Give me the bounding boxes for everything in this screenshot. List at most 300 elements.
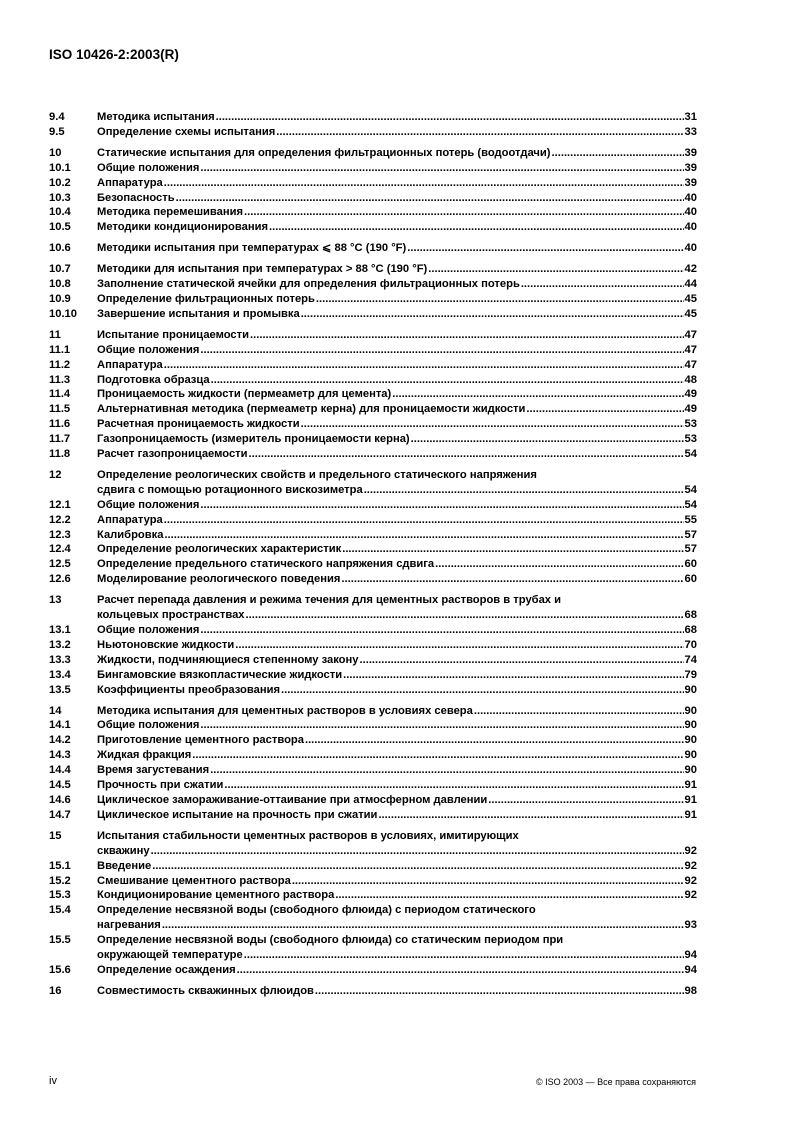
toc-entry[interactable] bbox=[49, 778, 697, 793]
toc-entry[interactable] bbox=[49, 125, 697, 140]
toc-entry-title-line: Определение несвязной воды (свободного флюида) с периодом статического bbox=[97, 904, 536, 917]
dot-leader bbox=[521, 277, 684, 292]
dot-leader bbox=[342, 542, 683, 557]
toc-entry-leader-line bbox=[97, 358, 697, 373]
toc-entry-title: Аппаратура bbox=[97, 513, 163, 526]
toc-entry-page: 47 bbox=[684, 328, 697, 341]
toc-entry[interactable] bbox=[49, 793, 697, 808]
toc-entry-body bbox=[97, 161, 697, 176]
toc-entry-page: 40 bbox=[684, 206, 697, 219]
toc-entry-title-line: Определение несвязной воды (свободного флюида) со статическим периодом при bbox=[97, 934, 564, 947]
dot-leader bbox=[249, 447, 684, 462]
toc-entry[interactable] bbox=[49, 373, 697, 388]
toc-entry-number: 14 bbox=[49, 704, 62, 717]
dot-leader bbox=[316, 292, 684, 307]
toc-entry-page: 92 bbox=[684, 889, 697, 902]
toc-entry-leader-line bbox=[97, 417, 697, 432]
toc-entry-number: 10 bbox=[49, 146, 62, 159]
dot-leader bbox=[244, 948, 684, 963]
toc-entry-title: сдвига с помощью ротационного вискозиметра bbox=[97, 483, 363, 496]
dot-leader bbox=[281, 683, 684, 698]
toc-entry[interactable] bbox=[49, 110, 697, 125]
toc-entry-page: 68 bbox=[684, 624, 697, 636]
toc-entry-leader-line bbox=[97, 793, 697, 808]
dot-leader bbox=[152, 859, 683, 874]
toc-entry-leader-line bbox=[97, 432, 697, 447]
toc-entry[interactable] bbox=[49, 417, 697, 432]
toc-entry-page: 79 bbox=[684, 668, 697, 681]
toc-entry-leader-line bbox=[97, 241, 697, 256]
toc-entry-body bbox=[97, 262, 697, 277]
table-of-contents bbox=[49, 110, 697, 999]
toc-entry[interactable] bbox=[49, 220, 697, 235]
toc-entry[interactable] bbox=[49, 528, 697, 543]
dot-leader bbox=[526, 402, 683, 417]
toc-entry-number: 13.5 bbox=[49, 683, 71, 696]
dot-leader bbox=[200, 343, 683, 358]
toc-entry-page: 94 bbox=[684, 963, 697, 976]
toc-entry-title: Общие положения bbox=[97, 498, 200, 511]
toc-entry[interactable] bbox=[49, 447, 697, 462]
toc-entry[interactable] bbox=[49, 808, 697, 823]
toc-entry-leader-line bbox=[97, 513, 697, 528]
toc-entry-title: нагревания bbox=[97, 919, 161, 932]
toc-entry-body bbox=[97, 292, 697, 307]
toc-entry-title: Методика испытания bbox=[97, 111, 215, 123]
toc-entry-title: Циклическое замораживание-оттаивание при атмосферном давлении bbox=[97, 793, 488, 806]
toc-entry-page: 90 bbox=[684, 683, 697, 696]
dot-leader bbox=[200, 161, 683, 176]
toc-entry-page: 54 bbox=[684, 483, 697, 496]
toc-entry-leader-line bbox=[97, 668, 697, 683]
toc-entry[interactable] bbox=[49, 468, 697, 498]
toc-entry-title: Жидкая фракция bbox=[97, 749, 192, 762]
toc-entry-number: 9.5 bbox=[49, 125, 65, 138]
toc-entry-page: 90 bbox=[684, 749, 697, 762]
toc-entry-body bbox=[97, 683, 697, 698]
toc-entry-title: Совместимость скважинных флюидов bbox=[97, 984, 314, 997]
toc-entry[interactable] bbox=[49, 718, 697, 733]
dot-leader bbox=[343, 668, 683, 683]
toc-entry-page: 48 bbox=[684, 373, 697, 386]
toc-entry-body bbox=[97, 829, 697, 859]
toc-entry-page: 45 bbox=[684, 307, 697, 320]
dot-leader bbox=[164, 176, 684, 191]
toc-entry-body bbox=[97, 432, 697, 447]
toc-entry-page: 92 bbox=[684, 844, 697, 857]
dot-leader bbox=[200, 718, 683, 733]
toc-entry[interactable] bbox=[49, 542, 697, 557]
toc-entry-body bbox=[97, 593, 697, 623]
toc-entry-body bbox=[97, 542, 697, 557]
toc-entry-body bbox=[97, 220, 697, 235]
toc-entry-leader-line bbox=[97, 387, 697, 402]
toc-entry-number: 11.7 bbox=[49, 433, 71, 446]
toc-entry-page: 54 bbox=[684, 498, 697, 511]
toc-entry[interactable] bbox=[49, 593, 697, 623]
toc-entry-page: 98 bbox=[684, 984, 697, 997]
toc-entry[interactable] bbox=[49, 903, 697, 933]
toc-entry[interactable] bbox=[49, 653, 697, 668]
toc-entry-body bbox=[97, 668, 697, 683]
toc-entry-page: 90 bbox=[684, 719, 697, 732]
toc-entry-number: 14.7 bbox=[49, 808, 71, 821]
dot-leader bbox=[292, 874, 684, 889]
toc-entry[interactable] bbox=[49, 161, 697, 176]
toc-entry-body bbox=[97, 778, 697, 793]
toc-entry[interactable] bbox=[49, 241, 697, 256]
dot-leader bbox=[301, 417, 684, 432]
toc-entry[interactable] bbox=[49, 557, 697, 572]
toc-entry-leader-line bbox=[97, 844, 697, 859]
toc-entry-leader-line bbox=[97, 623, 697, 638]
toc-entry-page: 39 bbox=[684, 161, 697, 174]
toc-entry-number: 12.1 bbox=[49, 498, 71, 511]
toc-entry[interactable] bbox=[49, 683, 697, 698]
dot-leader bbox=[192, 748, 683, 763]
toc-entry-leader-line bbox=[97, 748, 697, 763]
toc-entry-title: Общие положения bbox=[97, 343, 200, 356]
toc-entry-page: 92 bbox=[684, 859, 697, 872]
toc-entry-page: 90 bbox=[684, 734, 697, 747]
dot-leader bbox=[276, 125, 683, 140]
toc-entry-title: Общие положения bbox=[97, 719, 200, 732]
toc-entry-leader-line bbox=[97, 859, 697, 874]
toc-entry-number: 11.1 bbox=[49, 343, 71, 356]
toc-entry-title: Общие положения bbox=[97, 624, 200, 636]
toc-entry-leader-line bbox=[97, 373, 697, 388]
toc-entry-title: Определение фильтрационных потерь bbox=[97, 292, 315, 305]
toc-entry-number: 13 bbox=[49, 594, 62, 607]
dot-leader bbox=[235, 638, 683, 653]
toc-entry-leader-line bbox=[97, 483, 697, 498]
toc-entry-title: Испытание проницаемости bbox=[97, 328, 250, 341]
toc-entry-body bbox=[97, 903, 697, 933]
toc-entry-title: Ньютоновские жидкости bbox=[97, 638, 235, 651]
toc-entry-number: 10.7 bbox=[49, 263, 71, 276]
toc-entry-leader-line bbox=[97, 984, 697, 999]
toc-entry-title: Определение осаждения bbox=[97, 963, 236, 976]
toc-entry-leader-line bbox=[97, 528, 697, 543]
toc-entry[interactable] bbox=[49, 176, 697, 191]
toc-entry-body bbox=[97, 447, 697, 462]
toc-entry-page: 91 bbox=[684, 808, 697, 821]
dot-leader bbox=[210, 763, 683, 778]
toc-entry-page: 49 bbox=[684, 403, 697, 416]
toc-entry-title: Подготовка образца bbox=[97, 373, 210, 386]
toc-entry-page: 47 bbox=[684, 343, 697, 356]
toc-entry-leader-line bbox=[97, 918, 697, 933]
toc-entry-number: 10.9 bbox=[49, 292, 71, 305]
toc-entry-leader-line bbox=[97, 110, 697, 125]
toc-entry-number: 10.1 bbox=[49, 161, 71, 174]
toc-entry-number: 15.5 bbox=[49, 934, 71, 947]
toc-entry-title: Кондиционирование цементного раствора bbox=[97, 889, 335, 902]
toc-entry-number: 11 bbox=[49, 328, 61, 341]
toc-entry-page: 53 bbox=[684, 433, 697, 446]
toc-entry-leader-line bbox=[97, 683, 697, 698]
toc-entry-number: 12.3 bbox=[49, 528, 71, 541]
toc-entry-number: 11.4 bbox=[49, 388, 71, 401]
toc-entry-number: 14.5 bbox=[49, 779, 71, 792]
toc-entry-title-line: Испытания стабильности цементных растворов в условиях, имитирующих bbox=[97, 829, 519, 842]
toc-entry[interactable] bbox=[49, 704, 697, 719]
dot-leader bbox=[435, 557, 683, 572]
toc-entry[interactable] bbox=[49, 888, 697, 903]
toc-entry-body bbox=[97, 528, 697, 543]
toc-entry-title: Методики испытания при температурах ⩽ 88 °C (190 °F) bbox=[97, 242, 407, 255]
toc-entry-leader-line bbox=[97, 572, 697, 587]
toc-entry-title: Бингамовские вязкопластические жидкости bbox=[97, 668, 343, 681]
toc-entry-body bbox=[97, 808, 697, 823]
dot-leader bbox=[164, 358, 684, 373]
toc-entry-body bbox=[97, 373, 697, 388]
toc-entry[interactable] bbox=[49, 358, 697, 373]
toc-entry-title: Газопроницаемость (измеритель проницаемости керна) bbox=[97, 433, 410, 446]
toc-entry-page: 93 bbox=[684, 919, 697, 932]
toc-entry-page: 49 bbox=[684, 388, 697, 401]
toc-entry-body bbox=[97, 110, 697, 125]
toc-entry[interactable] bbox=[49, 859, 697, 874]
toc-entry-leader-line bbox=[97, 704, 697, 719]
toc-entry-body bbox=[97, 513, 697, 528]
toc-entry[interactable] bbox=[49, 763, 697, 778]
toc-entry-number: 10.4 bbox=[49, 206, 71, 219]
toc-entry-number: 12.4 bbox=[49, 543, 71, 556]
toc-entry-leader-line bbox=[97, 161, 697, 176]
toc-entry-number: 15.1 bbox=[49, 859, 71, 872]
toc-entry-number: 10.5 bbox=[49, 221, 71, 234]
toc-entry[interactable] bbox=[49, 572, 697, 587]
toc-entry-body bbox=[97, 793, 697, 808]
toc-entry-number: 13.2 bbox=[49, 638, 71, 651]
toc-entry-page: 90 bbox=[684, 704, 697, 717]
dot-leader bbox=[315, 984, 684, 999]
toc-entry[interactable] bbox=[49, 874, 697, 889]
toc-entry-leader-line bbox=[97, 277, 697, 292]
dot-leader bbox=[216, 110, 684, 125]
toc-entry[interactable] bbox=[49, 343, 697, 358]
dot-leader bbox=[244, 205, 684, 220]
toc-entry-page: 55 bbox=[684, 513, 697, 526]
toc-entry-title: Альтернативная методика (пермеаметр керна) для проницаемости жидкости bbox=[97, 403, 526, 416]
toc-entry[interactable] bbox=[49, 292, 697, 307]
toc-entry-body bbox=[97, 557, 697, 572]
toc-entry-leader-line bbox=[97, 328, 697, 343]
toc-entry[interactable] bbox=[49, 146, 697, 161]
toc-entry-number: 11.2 bbox=[49, 358, 71, 371]
toc-entry[interactable] bbox=[49, 498, 697, 513]
toc-entry-leader-line bbox=[97, 763, 697, 778]
toc-entry-title: кольцевых пространствах bbox=[97, 609, 245, 622]
toc-entry-number: 10.10 bbox=[49, 307, 77, 320]
dot-leader bbox=[224, 778, 683, 793]
toc-entry[interactable] bbox=[49, 748, 697, 763]
dot-leader bbox=[411, 432, 684, 447]
toc-entry-title: Приготовление цементного раствора bbox=[97, 734, 304, 747]
toc-entry-number: 16 bbox=[49, 984, 62, 997]
document-code: ISO 10426-2:2003(R) bbox=[49, 47, 179, 62]
toc-entry-leader-line bbox=[97, 608, 697, 623]
dot-leader bbox=[151, 844, 684, 859]
toc-entry-leader-line bbox=[97, 638, 697, 653]
dot-leader bbox=[341, 572, 683, 587]
toc-entry-title: Время загустевания bbox=[97, 764, 210, 777]
toc-entry-leader-line bbox=[97, 262, 697, 277]
toc-entry[interactable] bbox=[49, 307, 697, 322]
toc-entry[interactable] bbox=[49, 262, 697, 277]
toc-entry-title: Методика испытания для цементных растворов в условиях севера bbox=[97, 704, 473, 717]
toc-entry-number: 10.3 bbox=[49, 191, 71, 204]
toc-entry-body bbox=[97, 328, 697, 343]
toc-entry-page: 70 bbox=[684, 638, 697, 651]
toc-entry[interactable] bbox=[49, 205, 697, 220]
toc-entry-page: 31 bbox=[684, 111, 697, 123]
toc-entry-leader-line bbox=[97, 447, 697, 462]
toc-entry-number: 15.6 bbox=[49, 963, 71, 976]
toc-entry[interactable] bbox=[49, 328, 697, 343]
toc-entry-leader-line bbox=[97, 542, 697, 557]
toc-entry-title: Методики для испытания при температурах > 88 °C (190 °F) bbox=[97, 263, 428, 276]
toc-entry-title: Циклическое испытание на прочность при сжатии bbox=[97, 808, 378, 821]
toc-entry-leader-line bbox=[97, 343, 697, 358]
toc-entry-number: 9.4 bbox=[49, 111, 65, 123]
toc-entry[interactable] bbox=[49, 733, 697, 748]
toc-entry[interactable] bbox=[49, 623, 697, 638]
toc-entry-number: 14.2 bbox=[49, 734, 71, 747]
toc-entry-title: Калибровка bbox=[97, 528, 164, 541]
toc-entry-number: 15.3 bbox=[49, 889, 71, 902]
toc-entry-body bbox=[97, 498, 697, 513]
toc-entry-title: Общие положения bbox=[97, 161, 200, 174]
toc-entry-page: 91 bbox=[684, 779, 697, 792]
page-number: iv bbox=[49, 1075, 57, 1087]
toc-entry-number: 15.4 bbox=[49, 904, 71, 917]
dot-leader bbox=[164, 528, 683, 543]
toc-entry-leader-line bbox=[97, 557, 697, 572]
toc-entry-number: 15.2 bbox=[49, 874, 71, 887]
dot-leader bbox=[378, 808, 683, 823]
toc-entry-page: 44 bbox=[684, 278, 697, 291]
toc-entry-leader-line bbox=[97, 963, 697, 978]
toc-entry[interactable] bbox=[49, 191, 697, 206]
toc-entry[interactable] bbox=[49, 387, 697, 402]
toc-entry-page: 42 bbox=[684, 263, 697, 276]
toc-entry-title: Статические испытания для определения фильтрационных потерь (водоотдачи) bbox=[97, 146, 551, 159]
toc-entry-leader-line bbox=[97, 292, 697, 307]
toc-entry-page: 53 bbox=[684, 418, 697, 431]
toc-entry-body bbox=[97, 468, 697, 498]
dot-leader bbox=[211, 373, 684, 388]
toc-entry-body bbox=[97, 718, 697, 733]
toc-entry-leader-line bbox=[97, 125, 697, 140]
toc-entry[interactable] bbox=[49, 513, 697, 528]
toc-entry-body bbox=[97, 125, 697, 140]
toc-entry[interactable] bbox=[49, 277, 697, 292]
toc-entry-number: 12.2 bbox=[49, 513, 71, 526]
toc-entry-page: 94 bbox=[684, 949, 697, 962]
toc-entry-body bbox=[97, 205, 697, 220]
toc-entry-number: 12 bbox=[49, 468, 62, 481]
toc-entry-leader-line bbox=[97, 888, 697, 903]
toc-entry-title: Прочность при сжатии bbox=[97, 779, 224, 792]
toc-entry-leader-line bbox=[97, 176, 697, 191]
toc-entry-page: 74 bbox=[684, 653, 697, 666]
dot-leader bbox=[246, 608, 684, 623]
dot-leader bbox=[407, 241, 683, 256]
toc-entry-number: 12.5 bbox=[49, 558, 71, 571]
toc-entry[interactable] bbox=[49, 984, 697, 999]
toc-entry-title: Проницаемость жидкости (пермеаметр для цемента) bbox=[97, 388, 392, 401]
toc-entry-body bbox=[97, 763, 697, 778]
toc-entry-number: 10.8 bbox=[49, 278, 71, 291]
dot-leader bbox=[488, 793, 683, 808]
toc-entry[interactable] bbox=[49, 638, 697, 653]
dot-leader bbox=[250, 328, 684, 343]
toc-entry-number: 11.8 bbox=[49, 448, 71, 461]
toc-entry-page: 39 bbox=[684, 146, 697, 159]
toc-entry-page: 33 bbox=[684, 125, 697, 138]
toc-entry-number: 14.1 bbox=[49, 719, 71, 732]
toc-entry[interactable] bbox=[49, 402, 697, 417]
toc-entry-leader-line bbox=[97, 874, 697, 889]
toc-entry-title: Аппаратура bbox=[97, 176, 163, 189]
toc-entry-page: 90 bbox=[684, 764, 697, 777]
dot-leader bbox=[237, 963, 684, 978]
dot-leader bbox=[200, 498, 683, 513]
toc-entry[interactable] bbox=[49, 933, 697, 963]
toc-entry-title: Определение схемы испытания bbox=[97, 125, 276, 138]
toc-entry-page: 60 bbox=[684, 573, 697, 586]
toc-entry-title: Методики кондиционирования bbox=[97, 221, 269, 234]
toc-entry-leader-line bbox=[97, 653, 697, 668]
toc-entry-body bbox=[97, 748, 697, 763]
toc-entry-number: 10.6 bbox=[49, 242, 71, 255]
dot-leader bbox=[200, 623, 683, 638]
toc-entry-page: 54 bbox=[684, 448, 697, 461]
toc-entry-number: 14.6 bbox=[49, 793, 71, 806]
toc-entry-page: 39 bbox=[684, 176, 697, 189]
dot-leader bbox=[428, 262, 683, 277]
toc-entry-body bbox=[97, 933, 697, 963]
toc-entry-leader-line bbox=[97, 205, 697, 220]
dot-leader bbox=[474, 704, 684, 719]
toc-entry-body bbox=[97, 358, 697, 373]
toc-entry[interactable] bbox=[49, 963, 697, 978]
toc-entry-leader-line bbox=[97, 146, 697, 161]
toc-entry-number: 11.6 bbox=[49, 418, 71, 431]
toc-entry-leader-line bbox=[97, 191, 697, 206]
toc-entry-title: Смешивание цементного раствора bbox=[97, 874, 291, 887]
toc-entry-number: 11.5 bbox=[49, 403, 71, 416]
toc-entry-page: 45 bbox=[684, 292, 697, 305]
toc-entry-leader-line bbox=[97, 498, 697, 513]
toc-entry-body bbox=[97, 343, 697, 358]
toc-entry-title: Жидкости, подчиняющиеся степенному закону bbox=[97, 653, 359, 666]
toc-entry[interactable] bbox=[49, 829, 697, 859]
toc-entry-body bbox=[97, 653, 697, 668]
toc-entry-leader-line bbox=[97, 948, 697, 963]
toc-entry-page: 57 bbox=[684, 543, 697, 556]
toc-entry-page: 68 bbox=[684, 609, 697, 622]
toc-entry[interactable] bbox=[49, 668, 697, 683]
toc-entry-body bbox=[97, 417, 697, 432]
toc-entry-page: 92 bbox=[684, 874, 697, 887]
toc-entry-title: Методика перемешивания bbox=[97, 206, 244, 219]
toc-entry-number: 13.3 bbox=[49, 653, 71, 666]
toc-entry[interactable] bbox=[49, 432, 697, 447]
toc-entry-title: Определение предельного статического напряжения сдвига bbox=[97, 558, 435, 571]
